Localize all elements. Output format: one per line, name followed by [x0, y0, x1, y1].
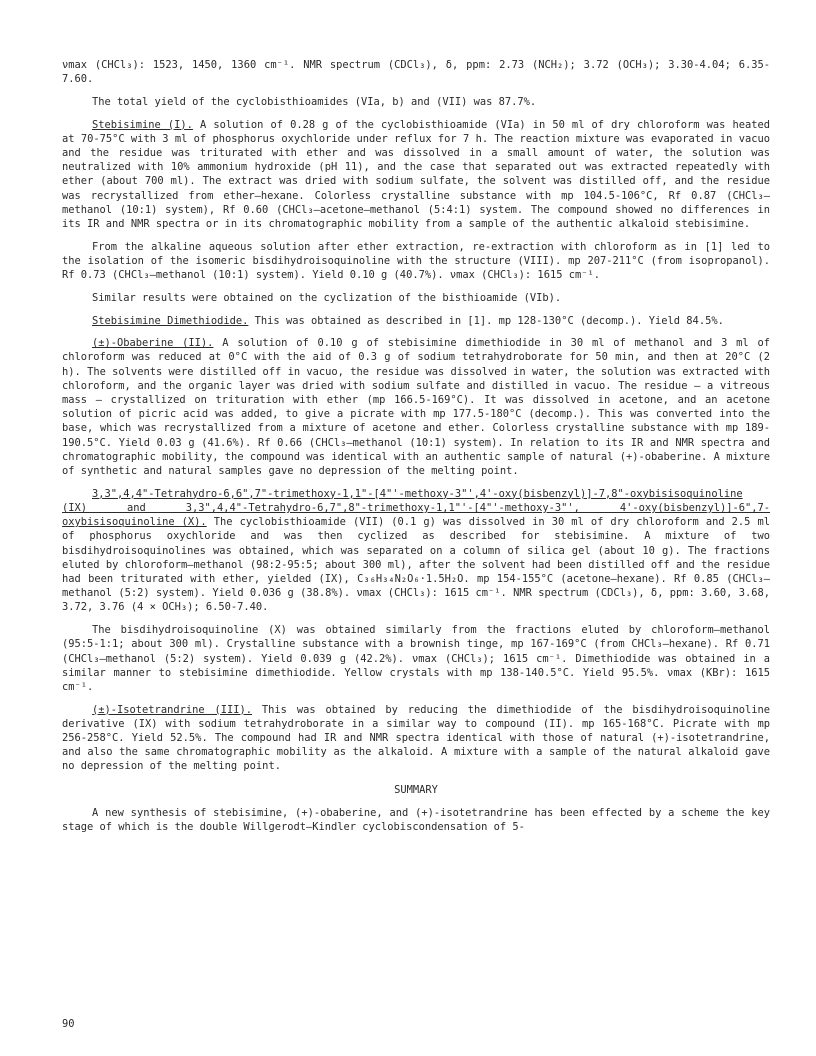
- paragraph-text: νmax (CHCl₃): 1523, 1450, 1360 cm⁻¹. NMR spectrum (CDCl₃), δ, ppm: 2.73 (NCH₂); 3.72 (OCH₃); 3.30-4.04; 6.35-7.60.: [62, 59, 770, 86]
- paragraph-text: From the alkaline aqueous solution after ether extraction, re-extraction with chloroform as in [1] led to the isolation of the isomeric bisdihydroisoquinoline with the structure (VIII). mp 207-211°C (from isopropanol). Rf 0.73 (CHCl₃—methanol (10:1) system). Yield 0.10 g (40.7%). νmax (CHCl₃): 1615 cm⁻¹.: [62, 240, 770, 282]
- paragraph-0: [62, 58, 770, 86]
- summary-text: A new synthesis of stebisimine, (+)-obaberine, and (+)-isotetrandrine has been effected by a scheme the key stage of which is the double Willgerodt—Kindler cyclobiscondensation of 5-: [62, 806, 770, 834]
- paragraph-text: This was obtained as described in [1]. mp 128-130°C (decomp.). Yield 84.5%.: [248, 314, 724, 327]
- paragraph-text: A solution of 0.10 g of stebisimine dimethiodide in 30 ml of methanol and 3 ml of chloroform was reduced at 0°C with the aid of 0.3 g of sodium tetrahydroborate for 50 min, and then at 20°C (2 h). The solvents were distilled off in vacuo, the residue was dissolved in water, the solution was extracted with chloroform, and the organic layer was dried with sodium sulfate and distilled in vacuo. The residue — a vitreous mass — crystallized on trituration with ether (mp 166.5-169°C). It was dissolved in acetone, and an acetone solution of picric acid was added, to give a picrate with mp 177.5-180°C (decomp.). This was converted into the base, which was recrystallized from a mixture of acetone and ether. Colorless crystalline substance with mp 189-190.5°C. Yield 0.03 g (41.6%). Rf 0.66 (CHCl₃—methanol (10:1) system). In relation to its IR and NMR spectra and chromatographic mobility, the compound was identical with an authentic sample of natural (+)-obaberine. A mixture of synthetic and natural samples gave no depression of the melting point.: [62, 337, 771, 478]
- section-title-isotetrandrine: (±)-Isotetrandrine (III).: [92, 703, 253, 716]
- paragraph-text: The total yield of the cyclobisthioamides (VIa, b) and (VII) was 87.7%.: [92, 95, 537, 108]
- page-number: 90: [62, 1018, 75, 1030]
- paragraph-5: [62, 314, 770, 328]
- summary-heading: SUMMARY: [394, 783, 438, 796]
- paragraph-2: [62, 118, 770, 232]
- section-title-oxybisisoquinolines: 3,3",4,4"-Tetrahydro-6,6",7"-trimethoxy-1,1"-[4"'-methoxy-3"',4'-oxy(bisbenzyl)]-7,8"-oxybisisoquinoline (IX) and 3,3",4,4"-Tetrahydro-6,7",8"-trimethoxy-1,1"'-[4"'-methoxy-3"', 4'-oxy(bisbenzyl)]-6",7-oxybisisoquinoline (X).: [62, 487, 770, 529]
- paragraph-text: A solution of 0.28 g of the cyclobisthioamide (VIa) in 50 ml of dry chloroform was heated at 70-75°C with 3 ml of phosphorus oxychloride under reflux for 7 h. The reaction mixture was evaporated in vacuo and the residue was triturated with ether and was dissolved in a small amount of water, the solution was neutralized with 10% ammonium hydroxide (pH 11), and the case that separated out was extracted repeatedly with ether (about 700 ml). The extract was dried with sodium sulfate, the solvent was distilled off, and the residue was recrystallized from ether—hexane. Colorless crystalline substance with mp 104.5-106°C, Rf 0.87 (CHCl₃—methanol (10:1) system), Rf 0.60 (CHCl₃—acetone—methanol (5:4:1) system. The compound showed no differences in its IR and NMR spectra or in its chromatographic mobility from a sample of the authentic alkaloid stebisimine.: [62, 118, 770, 231]
- paragraph-text: This was obtained by reducing the dimethiodide of the bisdihydroisoquinoline derivative (IX) with sodium tetrahydroborate in a similar way to compound (II). mp 165-168°C. Picrate with mp 256-258°C. Yield 52.5%. The compound had IR and NMR spectra identical with those of natural (+)-isotetrandrine, and also the same chromatographic mobility as the alkaloid. A mixture with a sample of the natural alkaloid gave no depression of the melting point.: [62, 703, 770, 773]
- section-title-stebisimine: Stebisimine (I).: [92, 118, 193, 131]
- section-title-obaberine: (±)-Obaberine (II).: [92, 337, 214, 350]
- article-body: [62, 58, 770, 843]
- paragraph-4: [62, 291, 770, 305]
- paragraph-6: [62, 336, 770, 478]
- paragraph-1: [62, 95, 770, 109]
- paragraph-8: [62, 623, 770, 694]
- paragraph-text: The bisdihydroisoquinoline (X) was obtained similarly from the fractions eluted by chloroform—methanol (95:5-1:1; about 300 ml). Crystalline substance with a brownish tinge, mp 167-169°C (from CHCl₃—hexane). Rf 0.71 (CHCl₃—methanol (5:2) system). Yield 0.039 g (42.2%). νmax (CHCl₃); 1615 cm⁻¹. Dimethiodide was obtained in a similar manner to stebisimine dimethiodide. Yellow crystals with mp 138-140.5°C. Yield 95.5%. νmax (KBr): 1615 cm⁻¹.: [62, 624, 770, 693]
- section-title-dimethiodide: Stebisimine Dimethiodide.: [92, 314, 249, 327]
- paragraph-text: Similar results were obtained on the cyclization of the bisthioamide (VIb).: [92, 291, 562, 304]
- paragraph-3: [62, 240, 770, 283]
- paragraph-text: The cyclobisthioamide (VII) (0.1 g) was dissolved in 30 ml of dry chloroform and 2.5 ml of phosphorus oxychloride and was then cyclized as described for stebisimine. A mixture of two bisdihydroisoquinolines was obtained, which was separated on a column of silica gel (about 10 g). The fractions eluted by chloroform—methanol (98:2-95:5; about 300 ml), after the solvent had been distilled off and the residue had been triturated with ether, yielded (IX), C₃₆H₃₄N₂O₆·1.5H₂O. mp 154-155°C (acetone—hexane). Rf 0.85 (CHCl₃—methanol (5:2) system). Yield 0.036 g (38.8%). νmax (CHCl₃): 1615 cm⁻¹. NMR spectrum (CDCl₃), δ, ppm: 3.60, 3.68, 3.72, 3.76 (4 × OCH₃); 6.50-7.40.: [62, 516, 770, 614]
- paragraph-9: [62, 703, 770, 774]
- paragraph-7: [62, 487, 770, 615]
